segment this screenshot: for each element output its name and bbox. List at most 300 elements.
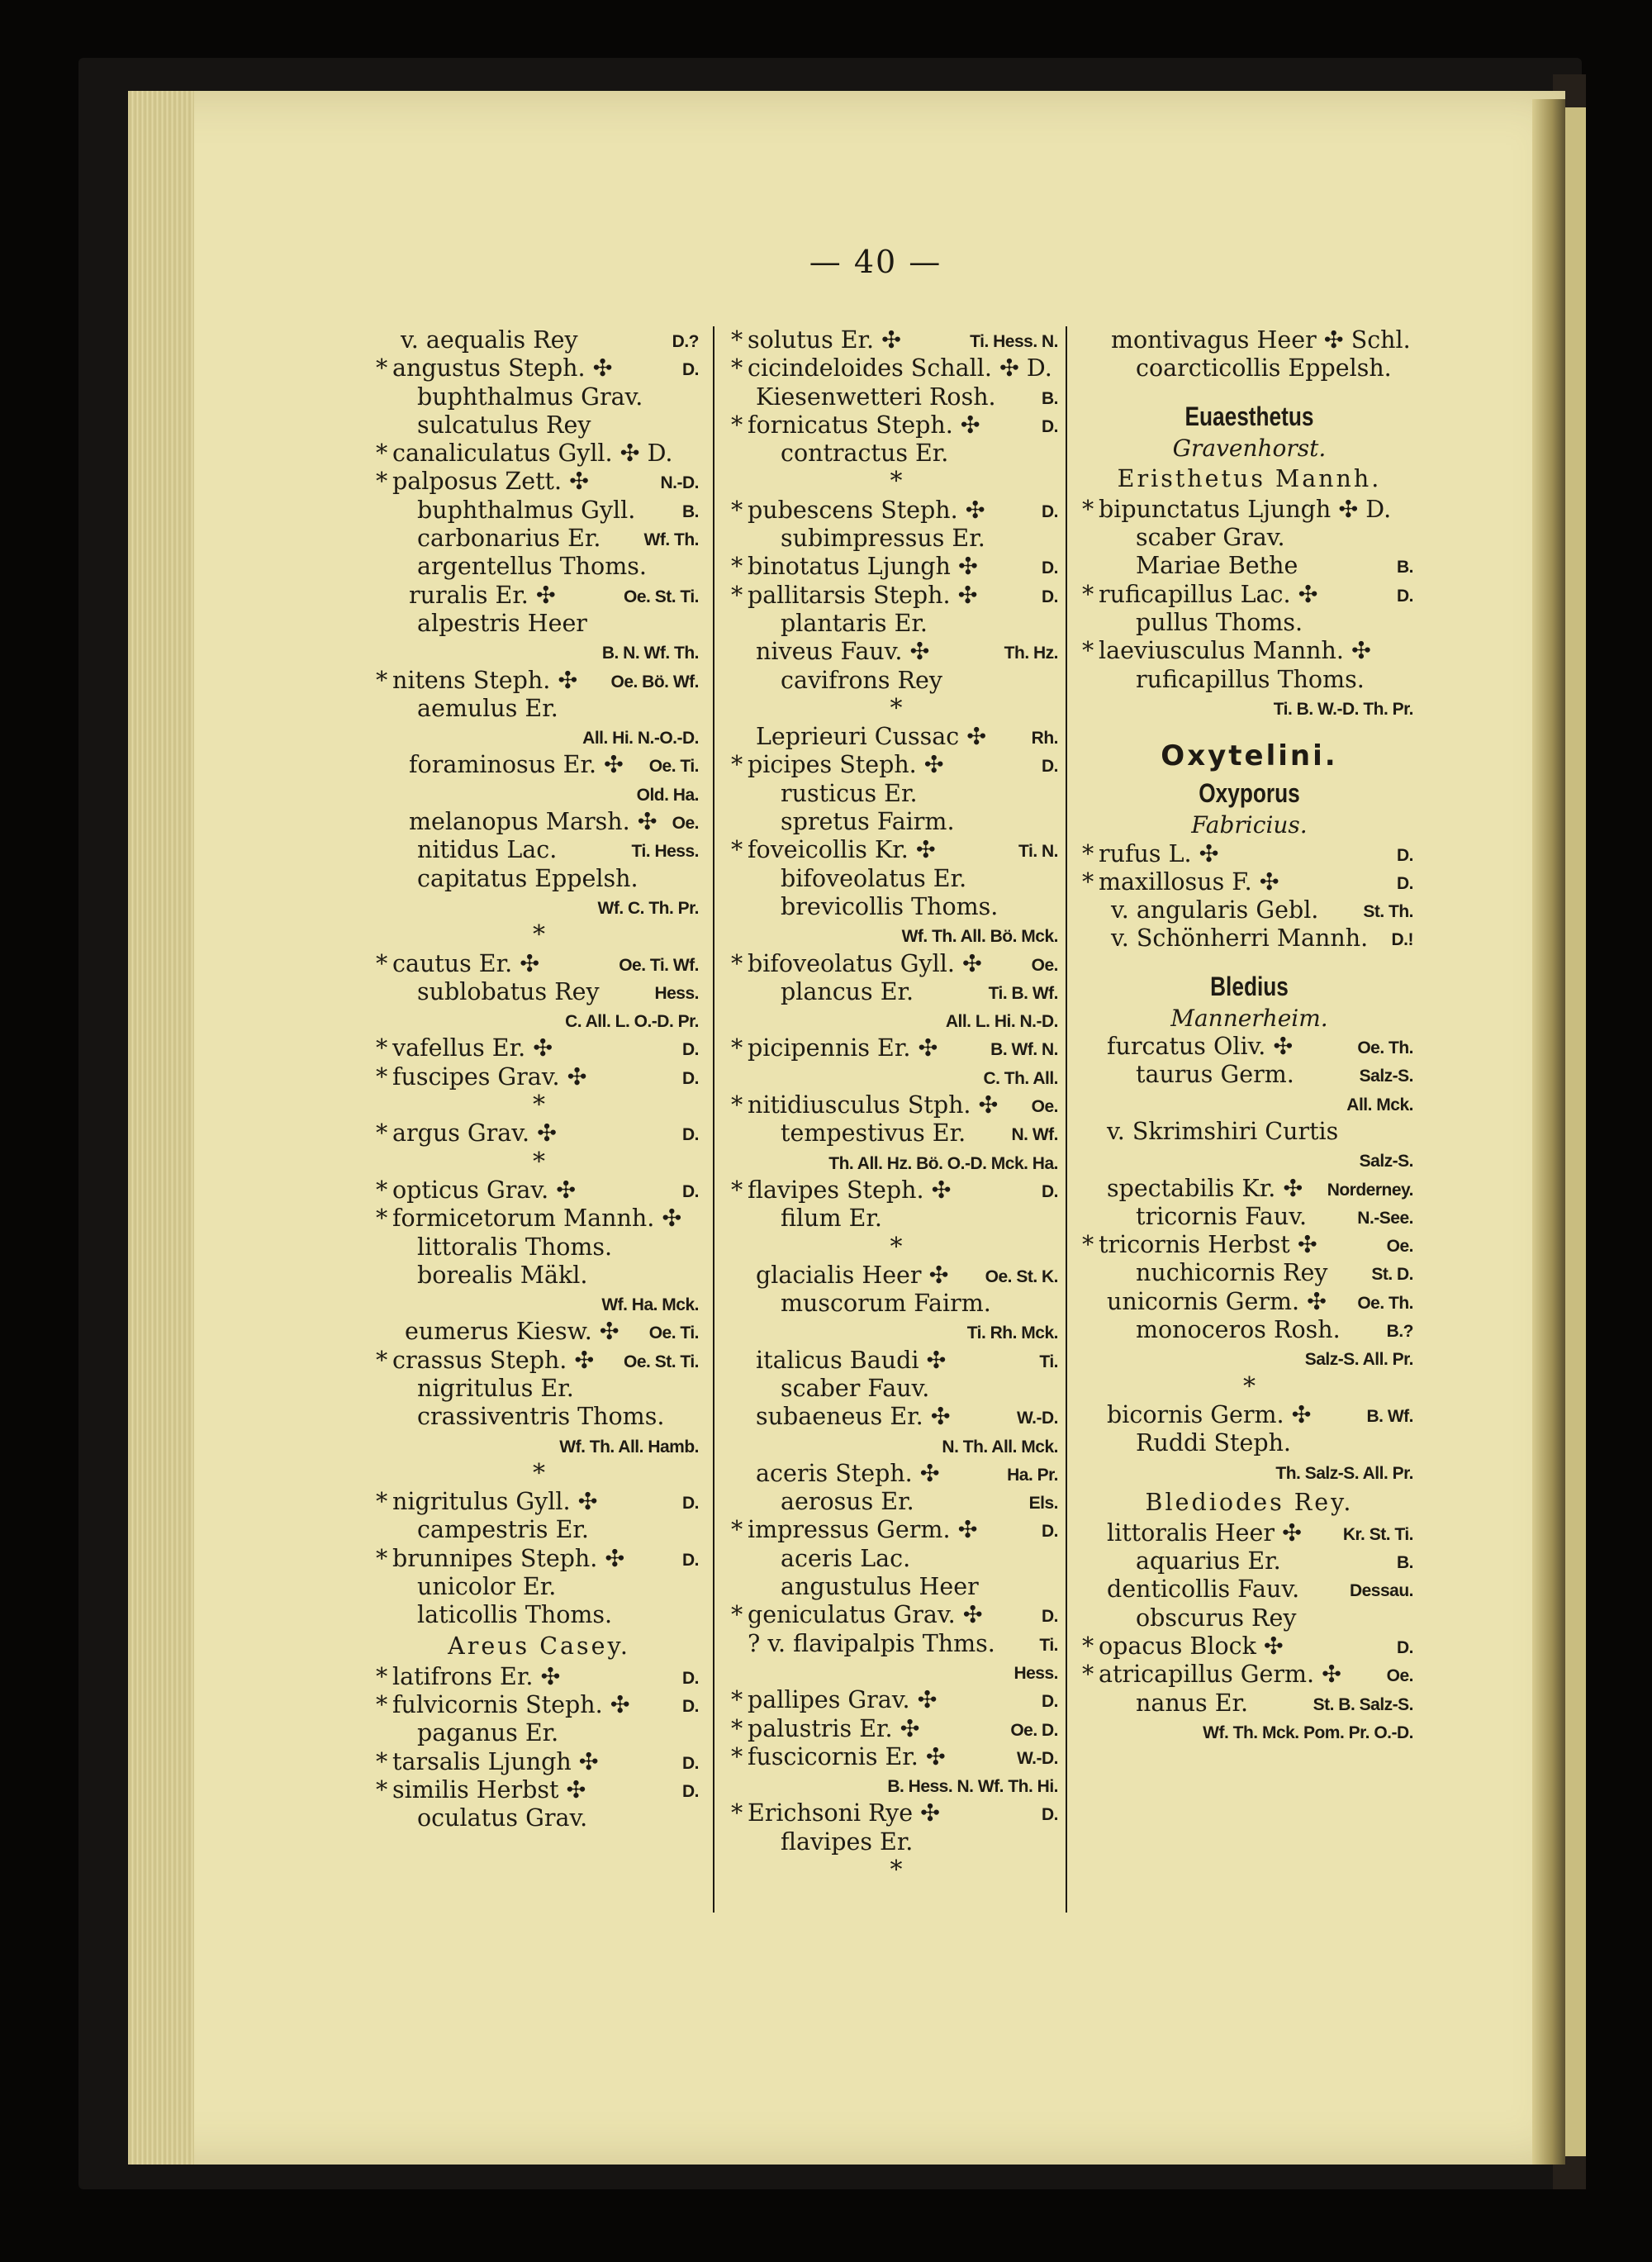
species-entry	[1082, 666, 1417, 694]
spacer	[1082, 383, 1417, 398]
species-entry	[1082, 868, 1417, 896]
species-name: fuscipes Grav. ✣	[392, 1062, 587, 1091]
species-entry	[376, 1375, 702, 1403]
species-entry	[1082, 354, 1417, 383]
species-name: palustris Er. ✣	[748, 1714, 920, 1742]
native-marker: *	[731, 1034, 743, 1062]
distribution-region: St. D.	[1371, 1265, 1413, 1285]
species-entry	[1082, 1458, 1417, 1486]
distribution-region: B. N. Wf. Th.	[601, 644, 699, 663]
species-name: muscorum Fairm.	[781, 1290, 991, 1318]
distribution-region: St. B. Salz-S.	[1313, 1694, 1413, 1714]
distribution-region: B.	[1397, 558, 1413, 577]
species-name: argus Grav. ✣	[392, 1119, 557, 1148]
native-marker: *	[731, 354, 743, 383]
species-name: tempestivus Er.	[781, 1119, 966, 1148]
species-name: spectabilis Kr. ✣	[1107, 1174, 1303, 1202]
distribution-region: Wf. Ha. Mck.	[601, 1295, 699, 1315]
species-entry	[376, 836, 702, 864]
distribution-region: Oe. D.	[1010, 1720, 1058, 1740]
native-marker: *	[1082, 580, 1094, 608]
species-entry	[731, 1516, 1061, 1544]
species-entry	[1082, 1033, 1417, 1061]
species-entry	[376, 638, 702, 666]
species-entry	[731, 1290, 1061, 1318]
distribution-region: D.	[1042, 1181, 1058, 1201]
distribution-region: D.	[1042, 587, 1058, 606]
native-marker: *	[731, 1714, 743, 1742]
species-name: aceris Steph. ✣	[756, 1459, 940, 1487]
species-name: melanopus Marsh. ✣	[409, 808, 657, 836]
distribution-region: Oe. Ti. Wf.	[619, 955, 699, 975]
species-entry	[376, 468, 702, 496]
native-marker: *	[731, 326, 743, 354]
species-entry	[376, 1205, 702, 1233]
distribution-region: D.	[682, 1494, 699, 1514]
species-name: v. Skrimshiri Curtis	[1107, 1117, 1339, 1145]
species-name: ruficapillus Lac. ✣	[1099, 580, 1318, 608]
species-name: borealis Mäkl.	[417, 1261, 588, 1289]
page-number: — 40 —	[809, 244, 942, 280]
species-name: nanus Er.	[1136, 1689, 1249, 1717]
native-marker: *	[1082, 495, 1094, 523]
species-entry	[376, 667, 702, 695]
distribution-region: D.	[682, 1753, 699, 1773]
species-name: rufus L. ✣	[1099, 839, 1219, 867]
species-entry	[731, 553, 1061, 581]
species-entry	[731, 865, 1061, 893]
species-entry	[731, 1686, 1061, 1714]
species-entry	[376, 1488, 702, 1516]
species-name: unicolor Er.	[417, 1573, 557, 1601]
species-name: laeviusculus Mannh. ✣	[1099, 637, 1371, 665]
species-name: subaeneus Er. ✣	[756, 1403, 951, 1431]
species-name: fuscicornis Er. ✣	[748, 1742, 946, 1770]
species-entry	[376, 893, 702, 921]
species-entry	[1082, 1259, 1417, 1287]
species-name: cicindeloides Schall. ✣ D.	[748, 354, 1052, 383]
species-name: Mariae Bethe	[1136, 552, 1298, 580]
species-entry	[1082, 326, 1417, 354]
distribution-region: B. Hess. N. Wf. Th. Hi.	[887, 1777, 1058, 1797]
species-name: ? v. flavipalpis Thms.	[748, 1629, 995, 1657]
species-name: aceris Lac.	[781, 1544, 911, 1572]
species-name: ruralis Er. ✣	[409, 581, 556, 609]
species-entry	[731, 780, 1061, 808]
species-entry	[731, 1715, 1061, 1743]
species-entry	[731, 1148, 1061, 1176]
species-name: capitatus Eppelsh.	[417, 864, 638, 892]
species-name: v. aequalis Rey	[401, 326, 578, 354]
species-name: solutus Er. ✣	[748, 326, 902, 354]
species-entry	[731, 1347, 1061, 1375]
species-entry	[376, 1691, 702, 1719]
distribution-region: Old. Ha.	[636, 785, 699, 805]
species-entry	[731, 411, 1061, 440]
distribution-region: Els.	[1028, 1494, 1058, 1514]
species-entry	[731, 1601, 1061, 1629]
species-entry	[376, 865, 702, 893]
species-name: subimpressus Er.	[781, 525, 985, 553]
section-asterisk: *	[533, 1091, 545, 1120]
species-name: Kiesenwetteri Rosh.	[756, 383, 996, 411]
species-name: maxillosus F. ✣	[1099, 867, 1279, 896]
species-name: plantaris Er.	[781, 609, 928, 637]
species-name: denticollis Fauv.	[1107, 1575, 1300, 1604]
native-marker: *	[731, 1742, 743, 1770]
species-entry	[376, 1006, 702, 1034]
native-marker: *	[731, 751, 743, 779]
native-marker: *	[376, 468, 388, 496]
species-entry	[731, 723, 1061, 751]
subgenus-heading: Eristhetus Mannh.	[1117, 464, 1382, 492]
species-entry	[376, 1119, 702, 1148]
species-name: argentellus Thoms.	[417, 553, 647, 581]
native-marker: *	[731, 1091, 743, 1119]
distribution-region: D.	[1042, 1522, 1058, 1542]
species-name: nitidiusculus Stph. ✣	[748, 1091, 999, 1119]
species-entry	[1082, 1118, 1417, 1146]
distribution-region: Oe.	[1031, 955, 1058, 975]
distribution-region: Ti. B. W.-D. Th. Pr.	[1273, 699, 1413, 719]
species-name: foraminosus Er. ✣	[409, 751, 624, 779]
distribution-region: Ti. Hess. N.	[970, 332, 1058, 351]
native-marker: *	[731, 411, 743, 439]
page-fore-edge	[128, 91, 194, 2165]
native-marker: *	[731, 496, 743, 524]
distribution-region: D.	[682, 1040, 699, 1060]
distribution-region: All. Hi. N.-O.-D.	[582, 729, 699, 748]
species-name: latifrons Er. ✣	[392, 1662, 561, 1690]
species-name: picipennis Er. ✣	[748, 1034, 938, 1062]
native-marker: *	[1082, 1231, 1094, 1259]
distribution-region: Oe.	[1386, 1666, 1413, 1686]
species-entry	[731, 525, 1061, 553]
distribution-region: Rh.	[1031, 729, 1058, 748]
species-entry	[731, 326, 1061, 354]
species-name: similis Herbst ✣	[392, 1775, 586, 1803]
species-name: v. Schönherri Mannh.	[1111, 924, 1369, 953]
species-name: angustulus Heer	[781, 1573, 979, 1601]
species-name: eumerus Kiesw. ✣	[405, 1318, 620, 1346]
distribution-region: B.?	[1386, 1322, 1413, 1342]
species-entry	[376, 1516, 702, 1544]
species-entry	[731, 1432, 1061, 1460]
species-entry	[1082, 1632, 1417, 1661]
distribution-region: Wf. Th.	[643, 530, 699, 550]
species-entry	[376, 1262, 702, 1290]
distribution-region: D.	[1042, 1692, 1058, 1712]
species-entry	[376, 751, 702, 779]
section-asterisk: *	[533, 1147, 545, 1176]
distribution-region: D.	[1042, 757, 1058, 777]
genus-author: Fabricius.	[1191, 811, 1308, 839]
distribution-region: B.	[682, 501, 699, 521]
species-entry	[376, 383, 702, 411]
native-marker: *	[376, 1205, 388, 1233]
species-name: pallipes Grav. ✣	[748, 1686, 938, 1714]
species-entry	[1082, 1519, 1417, 1547]
distribution-region: D.	[682, 1696, 699, 1716]
species-entry	[376, 1748, 702, 1776]
species-entry	[731, 1460, 1061, 1488]
species-entry	[376, 411, 702, 440]
species-entry	[731, 354, 1061, 383]
native-marker: *	[376, 1176, 388, 1204]
distribution-region: W.-D.	[1017, 1409, 1058, 1428]
section-asterisk: *	[533, 1458, 545, 1488]
species-name: alpestris Heer	[417, 609, 587, 637]
genus-heading: Euaesthetus	[1184, 401, 1314, 431]
distribution-region: N. Th. All. Mck.	[942, 1437, 1058, 1457]
species-column-2	[731, 326, 1061, 1884]
species-entry	[1082, 1689, 1417, 1718]
species-name: italicus Baudi ✣	[756, 1346, 947, 1374]
species-name: foveicollis Kr. ✣	[748, 836, 936, 864]
species-name: littoralis Heer ✣	[1107, 1518, 1302, 1547]
native-marker: *	[376, 1775, 388, 1803]
distribution-region: Ti. N.	[1018, 842, 1058, 862]
species-entry	[1082, 694, 1417, 722]
distribution-region: Oe. Ti.	[648, 1323, 699, 1343]
species-name: glacialis Heer ✣	[756, 1261, 949, 1289]
distribution-region: Salz-S. All. Pr.	[1304, 1350, 1413, 1370]
distribution-region: Kr. St. Ti.	[1342, 1524, 1413, 1544]
species-column-3	[1082, 326, 1417, 1746]
species-entry	[731, 667, 1061, 695]
species-name: flavipes Steph. ✣	[748, 1176, 952, 1204]
distribution-region: D.	[1397, 845, 1413, 865]
distribution-region: D.	[682, 1125, 699, 1145]
species-entry	[731, 1034, 1061, 1062]
species-name: contractus Er.	[781, 440, 949, 468]
species-name: v. angularis Gebl.	[1111, 896, 1319, 924]
species-name: angustus Steph. ✣	[392, 354, 613, 383]
species-entry	[731, 1488, 1061, 1516]
distribution-region: D.	[1042, 416, 1058, 436]
species-name: pubescens Steph. ✣	[748, 496, 985, 524]
native-marker: *	[376, 1062, 388, 1091]
species-name: nitens Steph. ✣	[392, 666, 578, 694]
distribution-region: B.	[1042, 388, 1058, 408]
species-entry	[376, 1804, 702, 1832]
species-name: binotatus Ljungh ✣	[748, 553, 978, 581]
distribution-region: All. L. Hi. N.-D.	[945, 1012, 1058, 1032]
distribution-region: D.	[1397, 586, 1413, 606]
distribution-region: Hess.	[654, 983, 699, 1003]
distribution-region: Dessau.	[1349, 1581, 1413, 1601]
native-marker: *	[731, 1601, 743, 1629]
page-gutter	[1532, 99, 1565, 2165]
distribution-region: Ha. Pr.	[1007, 1465, 1058, 1485]
species-entry	[376, 1347, 702, 1375]
species-name: coarcticollis Eppelsh.	[1136, 354, 1392, 383]
distribution-region: Wf. C. Th. Pr.	[597, 898, 699, 918]
species-entry	[1082, 1401, 1417, 1429]
native-marker: *	[1082, 1632, 1094, 1660]
species-entry	[376, 1176, 702, 1205]
species-name: palposus Zett. ✣	[392, 468, 589, 496]
native-marker: *	[1082, 637, 1094, 665]
distribution-region: Wf. Th. Mck. Pom. Pr. O.-D.	[1203, 1723, 1413, 1742]
species-entry	[731, 1262, 1061, 1290]
species-name: aemulus Er.	[417, 694, 558, 722]
distribution-region: Oe. Ti.	[648, 757, 699, 777]
native-marker: *	[376, 354, 388, 383]
species-name: scaber Fauv.	[781, 1374, 930, 1402]
species-entry	[376, 780, 702, 808]
native-marker: *	[1082, 867, 1094, 896]
species-entry	[376, 1719, 702, 1747]
species-entry	[376, 1663, 702, 1691]
species-entry	[731, 1545, 1061, 1573]
species-entry	[1082, 1203, 1417, 1231]
species-name: monoceros Rosh.	[1136, 1316, 1341, 1344]
species-entry	[376, 497, 702, 525]
distribution-region: Oe. Th.	[1357, 1038, 1413, 1058]
distribution-region: D.	[682, 1550, 699, 1570]
species-entry	[376, 1034, 702, 1062]
species-name: plancus Er.	[781, 977, 914, 1005]
subgenus-heading: Areus Casey.	[448, 1632, 630, 1660]
native-marker: *	[731, 949, 743, 977]
section-asterisk: *	[890, 467, 903, 497]
distribution-region: B. Wf. N.	[990, 1040, 1058, 1060]
species-name: unicornis Germ. ✣	[1107, 1287, 1327, 1315]
species-entry	[1082, 1231, 1417, 1259]
species-entry	[1082, 1661, 1417, 1689]
species-name: niveus Fauv. ✣	[756, 638, 930, 666]
distribution-region: Ti.	[1039, 1352, 1058, 1371]
species-entry	[731, 638, 1061, 666]
species-entry	[1082, 896, 1417, 924]
species-name: impressus Germ. ✣	[748, 1516, 978, 1544]
distribution-region: D.!	[1391, 930, 1413, 950]
species-entry	[731, 1743, 1061, 1771]
native-marker: *	[376, 1662, 388, 1690]
distribution-region: Salz-S.	[1359, 1067, 1413, 1086]
native-marker: *	[376, 1690, 388, 1718]
section-asterisk: *	[890, 693, 903, 723]
native-marker: *	[731, 1686, 743, 1714]
species-entry	[376, 1601, 702, 1629]
distribution-region: N.-See.	[1357, 1208, 1413, 1228]
distribution-region: D.	[682, 1781, 699, 1801]
distribution-region: Wf. Th. All. Hamb.	[559, 1437, 699, 1457]
species-entry	[1082, 524, 1417, 552]
species-entry	[376, 695, 702, 723]
distribution-region: D.	[682, 360, 699, 380]
species-entry	[731, 1318, 1061, 1346]
species-entry	[731, 893, 1061, 921]
native-marker: *	[376, 1747, 388, 1775]
distribution-region: Oe.	[1386, 1237, 1413, 1257]
species-name: rusticus Er.	[781, 779, 918, 807]
species-name: opacus Block ✣	[1099, 1632, 1284, 1660]
species-name: tricornis Herbst ✣	[1099, 1231, 1317, 1259]
native-marker: *	[376, 1346, 388, 1374]
species-name: ruficapillus Thoms.	[1136, 665, 1365, 693]
species-entry	[731, 1119, 1061, 1148]
species-entry	[731, 751, 1061, 779]
distribution-region: Salz-S.	[1359, 1152, 1413, 1171]
species-entry	[376, 1545, 702, 1573]
native-marker: *	[731, 1516, 743, 1544]
species-entry	[376, 354, 702, 383]
distribution-region: Th. All. Hz. Bö. O.-D. Mck. Ha.	[828, 1153, 1058, 1173]
genus-heading: Bledius	[1210, 971, 1289, 1001]
native-marker: *	[731, 836, 743, 864]
distribution-region: Oe. Bö. Wf.	[610, 672, 699, 691]
species-entry	[1082, 581, 1417, 609]
species-name: Leprieuri Cussac ✣	[756, 723, 987, 751]
species-entry	[731, 1799, 1061, 1827]
species-name: bifoveolatus Er.	[781, 864, 967, 892]
species-name: pullus Thoms.	[1136, 609, 1303, 637]
species-name: flavipes Er.	[781, 1827, 914, 1856]
genus-heading: Oxyporus	[1199, 778, 1300, 809]
distribution-region: D.	[1397, 1637, 1413, 1657]
distribution-region: Ti. B. Wf.	[988, 983, 1058, 1003]
native-marker: *	[1082, 839, 1094, 867]
species-name: carbonarius Er.	[417, 525, 601, 553]
distribution-region: Oe. St. K.	[985, 1266, 1058, 1286]
species-entry	[731, 1375, 1061, 1403]
species-entry	[731, 950, 1061, 978]
species-entry	[376, 1233, 702, 1262]
distribution-region: Ti. Rh. Mck.	[966, 1323, 1058, 1343]
species-name: cavifrons Rey	[781, 666, 942, 694]
native-marker: *	[731, 553, 743, 581]
distribution-region: Th. Hz.	[1004, 644, 1058, 663]
species-entry	[376, 553, 702, 581]
species-name: buphthalmus Grav.	[417, 383, 643, 411]
native-marker: *	[376, 440, 388, 468]
distribution-region: N.-D.	[660, 473, 699, 493]
native-marker: *	[376, 1544, 388, 1572]
distribution-region: D.	[1042, 501, 1058, 521]
distribution-region: Hess.	[1014, 1663, 1058, 1683]
species-entry	[376, 525, 702, 553]
native-marker: *	[376, 1488, 388, 1516]
species-entry	[731, 440, 1061, 468]
native-marker: *	[1082, 1661, 1094, 1689]
species-entry	[376, 808, 702, 836]
species-entry	[376, 1432, 702, 1460]
species-entry	[731, 383, 1061, 411]
species-name: campestris Er.	[417, 1516, 589, 1544]
species-name: obscurus Rey	[1136, 1604, 1297, 1632]
species-entry	[731, 978, 1061, 1006]
species-name: filum Er.	[781, 1205, 882, 1233]
species-entry	[376, 950, 702, 978]
genus-author: Gravenhorst.	[1172, 434, 1327, 462]
species-entry	[1082, 1316, 1417, 1344]
species-name: fornicatus Steph. ✣	[748, 411, 980, 439]
species-entry	[731, 808, 1061, 836]
species-entry	[1082, 1344, 1417, 1372]
distribution-region: Ti. Hess.	[631, 842, 699, 862]
species-entry	[376, 582, 702, 610]
species-entry	[376, 1318, 702, 1346]
species-name: formicetorum Mannh. ✣	[392, 1205, 682, 1233]
distribution-region: D.	[682, 1068, 699, 1088]
species-entry	[1082, 1090, 1417, 1118]
species-entry	[1082, 1718, 1417, 1746]
species-entry	[376, 978, 702, 1006]
distribution-region: D.	[682, 1668, 699, 1688]
distribution-region: C. Th. All.	[983, 1068, 1058, 1088]
